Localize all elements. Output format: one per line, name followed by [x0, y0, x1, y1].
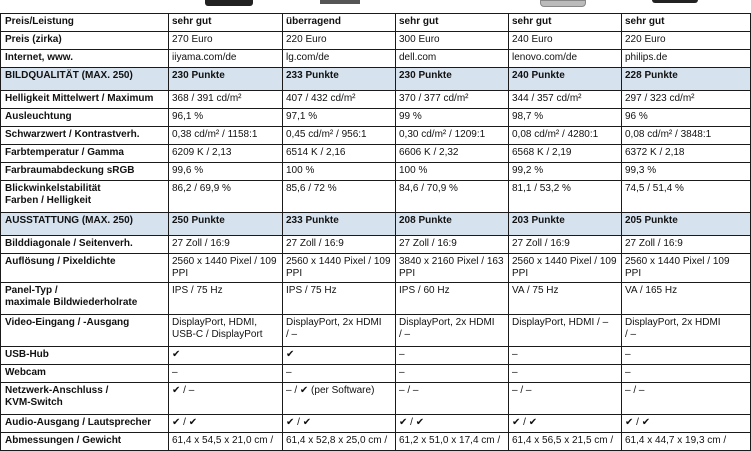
row-label: AUSSTATTUNG (MAX. 250) [1, 213, 169, 236]
value-cell-product-1: 27 Zoll / 16:9 [169, 236, 283, 254]
row-label: BILDQUALITÄT (MAX. 250) [1, 68, 169, 91]
value-cell-product-1: 230 Punkte [169, 68, 283, 91]
table-row [1, 283, 751, 315]
value-cell-product-1: 6209 K / 2,13 [169, 145, 283, 163]
value-cell-product-2: 2560 x 1440 Pixel / 109 PPI [283, 254, 396, 283]
row-label: Video-Eingang / -Ausgang [1, 315, 169, 347]
monitor-stand-image-4 [540, 0, 586, 7]
row-label: Preis (zirka) [1, 32, 169, 50]
table-row [1, 109, 751, 127]
value-cell-product-4: – [509, 347, 622, 365]
value-cell-product-5: 96 % [622, 109, 751, 127]
value-cell-product-2: 220 Euro [283, 32, 396, 50]
value-cell-product-4: 27 Zoll / 16:9 [509, 236, 622, 254]
value-cell-product-2: 233 Punkte [283, 213, 396, 236]
value-cell-product-5: 0,08 cd/m² / 3848:1 [622, 127, 751, 145]
row-label: Ausleuchtung [1, 109, 169, 127]
value-cell-product-1: iiyama.com/de [169, 50, 283, 68]
value-cell-product-5: VA / 165 Hz [622, 283, 751, 315]
value-cell-product-2: – [283, 365, 396, 383]
row-label: Netzwerk-Anschluss / KVM-Switch [1, 383, 169, 415]
value-cell-product-1: 61,4 x 54,5 x 21,0 cm / [169, 433, 283, 451]
monitor-stand-image-2 [320, 0, 360, 4]
table-row [1, 254, 751, 283]
value-cell-product-1: DisplayPort, HDMI, USB-C / DisplayPort [169, 315, 283, 347]
value-cell-product-3: 300 Euro [396, 32, 509, 50]
value-cell-product-4: 2560 x 1440 Pixel / 109 PPI [509, 254, 622, 283]
value-cell-product-5: – [622, 365, 751, 383]
table-row [1, 163, 751, 181]
value-cell-product-5: 99,3 % [622, 163, 751, 181]
monitor-stand-image-1 [205, 0, 253, 6]
value-cell-product-1: sehr gut [169, 14, 283, 32]
table-row [1, 32, 751, 50]
row-label: Preis/Leistung [1, 14, 169, 32]
value-cell-product-2: 0,45 cd/m² / 956:1 [283, 127, 396, 145]
value-cell-product-3: – [396, 347, 509, 365]
value-cell-product-4: 99,2 % [509, 163, 622, 181]
value-cell-product-3: 0,30 cd/m² / 1209:1 [396, 127, 509, 145]
row-label: Farbraumabdeckung sRGB [1, 163, 169, 181]
row-label: Blickwinkelstabilität Farben / Helligkeit [1, 181, 169, 213]
value-cell-product-3: IPS / 60 Hz [396, 283, 509, 315]
value-cell-product-1: ✔ [169, 347, 283, 365]
table-row [1, 315, 751, 347]
value-cell-product-3: 84,6 / 70,9 % [396, 181, 509, 213]
value-cell-product-3: 370 / 377 cd/m² [396, 91, 509, 109]
value-cell-product-1: 2560 x 1440 Pixel / 109 PPI [169, 254, 283, 283]
value-cell-product-4: 203 Punkte [509, 213, 622, 236]
value-cell-product-4: 344 / 357 cd/m² [509, 91, 622, 109]
value-cell-product-1: 99,6 % [169, 163, 283, 181]
value-cell-product-5: 205 Punkte [622, 213, 751, 236]
value-cell-product-3: DisplayPort, 2x HDMI / – [396, 315, 509, 347]
table-row [1, 236, 751, 254]
value-cell-product-4: ✔ / ✔ [509, 415, 622, 433]
value-cell-product-5: 74,5 / 51,4 % [622, 181, 751, 213]
value-cell-product-1: 250 Punkte [169, 213, 283, 236]
value-cell-product-3: 6606 K / 2,32 [396, 145, 509, 163]
value-cell-product-3: 61,2 x 51,0 x 17,4 cm / [396, 433, 509, 451]
value-cell-product-2: IPS / 75 Hz [283, 283, 396, 315]
row-label: USB-Hub [1, 347, 169, 365]
value-cell-product-3: dell.com [396, 50, 509, 68]
table-row [1, 181, 751, 213]
value-cell-product-5: – [622, 347, 751, 365]
value-cell-product-2: 61,4 x 52,8 x 25,0 cm / [283, 433, 396, 451]
value-cell-product-4: – / – [509, 383, 622, 415]
value-cell-product-2: 100 % [283, 163, 396, 181]
value-cell-product-2: 233 Punkte [283, 68, 396, 91]
value-cell-product-2: überragend [283, 14, 396, 32]
value-cell-product-4: 98,7 % [509, 109, 622, 127]
value-cell-product-4: 0,08 cd/m² / 4280:1 [509, 127, 622, 145]
value-cell-product-4: VA / 75 Hz [509, 283, 622, 315]
value-cell-product-2: ✔ [283, 347, 396, 365]
row-label: Auflösung / Pixeldichte [1, 254, 169, 283]
value-cell-product-1: – [169, 365, 283, 383]
value-cell-product-4: DisplayPort, HDMI / – [509, 315, 622, 347]
value-cell-product-3: 99 % [396, 109, 509, 127]
value-cell-product-3: 100 % [396, 163, 509, 181]
value-cell-product-2: ✔ / ✔ [283, 415, 396, 433]
value-cell-product-5: 61,4 x 44,7 x 19,3 cm / [622, 433, 751, 451]
row-label: Farbtemperatur / Gamma [1, 145, 169, 163]
value-cell-product-5: philips.de [622, 50, 751, 68]
row-label: Internet, www. [1, 50, 169, 68]
table-row [1, 415, 751, 433]
value-cell-product-1: ✔ / ✔ [169, 415, 283, 433]
table-row [1, 50, 751, 68]
row-label: Schwarzwert / Kontrastverh. [1, 127, 169, 145]
section-header-row [1, 68, 751, 91]
value-cell-product-1: 96,1 % [169, 109, 283, 127]
value-cell-product-5: DisplayPort, 2x HDMI / – [622, 315, 751, 347]
value-cell-product-4: 240 Euro [509, 32, 622, 50]
value-cell-product-3: 3840 x 2160 Pixel / 163 PPI [396, 254, 509, 283]
section-header-row [1, 213, 751, 236]
value-cell-product-3: 208 Punkte [396, 213, 509, 236]
value-cell-product-3: 27 Zoll / 16:9 [396, 236, 509, 254]
value-cell-product-5: 228 Punkte [622, 68, 751, 91]
value-cell-product-1: 0,38 cd/m² / 1158:1 [169, 127, 283, 145]
value-cell-product-4: sehr gut [509, 14, 622, 32]
row-label: Audio-Ausgang / Lautsprecher [1, 415, 169, 433]
row-label: Abmessungen / Gewicht [1, 433, 169, 451]
value-cell-product-3: ✔ / ✔ [396, 415, 509, 433]
value-cell-product-2: 97,1 % [283, 109, 396, 127]
value-cell-product-4: lenovo.com/de [509, 50, 622, 68]
value-cell-product-3: – [396, 365, 509, 383]
value-cell-product-4: 61,4 x 56,5 x 21,5 cm / [509, 433, 622, 451]
value-cell-product-2: lg.com/de [283, 50, 396, 68]
value-cell-product-4: – [509, 365, 622, 383]
value-cell-product-1: 270 Euro [169, 32, 283, 50]
table-row [1, 365, 751, 383]
value-cell-product-5: ✔ / ✔ [622, 415, 751, 433]
monitor-stand-image-5 [652, 0, 698, 3]
spec-table-body [1, 14, 751, 451]
table-row [1, 383, 751, 415]
row-label: Webcam [1, 365, 169, 383]
row-label: Panel-Typ / maximale Bildwiederholrate [1, 283, 169, 315]
table-row [1, 347, 751, 365]
spec-table [0, 13, 751, 451]
table-row [1, 14, 751, 32]
value-cell-product-5: 27 Zoll / 16:9 [622, 236, 751, 254]
table-row [1, 433, 751, 451]
value-cell-product-5: 6372 K / 2,18 [622, 145, 751, 163]
value-cell-product-2: DisplayPort, 2x HDMI / – [283, 315, 396, 347]
value-cell-product-1: 368 / 391 cd/m² [169, 91, 283, 109]
table-row [1, 91, 751, 109]
value-cell-product-3: sehr gut [396, 14, 509, 32]
value-cell-product-2: 85,6 / 72 % [283, 181, 396, 213]
row-label: Helligkeit Mittelwert / Maximum [1, 91, 169, 109]
value-cell-product-5: 220 Euro [622, 32, 751, 50]
value-cell-product-1: IPS / 75 Hz [169, 283, 283, 315]
value-cell-product-2: 27 Zoll / 16:9 [283, 236, 396, 254]
table-row [1, 145, 751, 163]
value-cell-product-5: sehr gut [622, 14, 751, 32]
value-cell-product-2: – / ✔ (per Software) [283, 383, 396, 415]
value-cell-product-3: 230 Punkte [396, 68, 509, 91]
product-image-strip [0, 0, 750, 13]
value-cell-product-1: ✔ / – [169, 383, 283, 415]
value-cell-product-3: – / – [396, 383, 509, 415]
value-cell-product-4: 81,1 / 53,2 % [509, 181, 622, 213]
value-cell-product-2: 407 / 432 cd/m² [283, 91, 396, 109]
value-cell-product-1: 86,2 / 69,9 % [169, 181, 283, 213]
value-cell-product-5: 2560 x 1440 Pixel / 109 PPI [622, 254, 751, 283]
value-cell-product-4: 240 Punkte [509, 68, 622, 91]
value-cell-product-2: 6514 K / 2,16 [283, 145, 396, 163]
value-cell-product-5: – / – [622, 383, 751, 415]
table-row [1, 127, 751, 145]
value-cell-product-4: 6568 K / 2,19 [509, 145, 622, 163]
row-label: Bilddiagonale / Seitenverh. [1, 236, 169, 254]
value-cell-product-5: 297 / 323 cd/m² [622, 91, 751, 109]
